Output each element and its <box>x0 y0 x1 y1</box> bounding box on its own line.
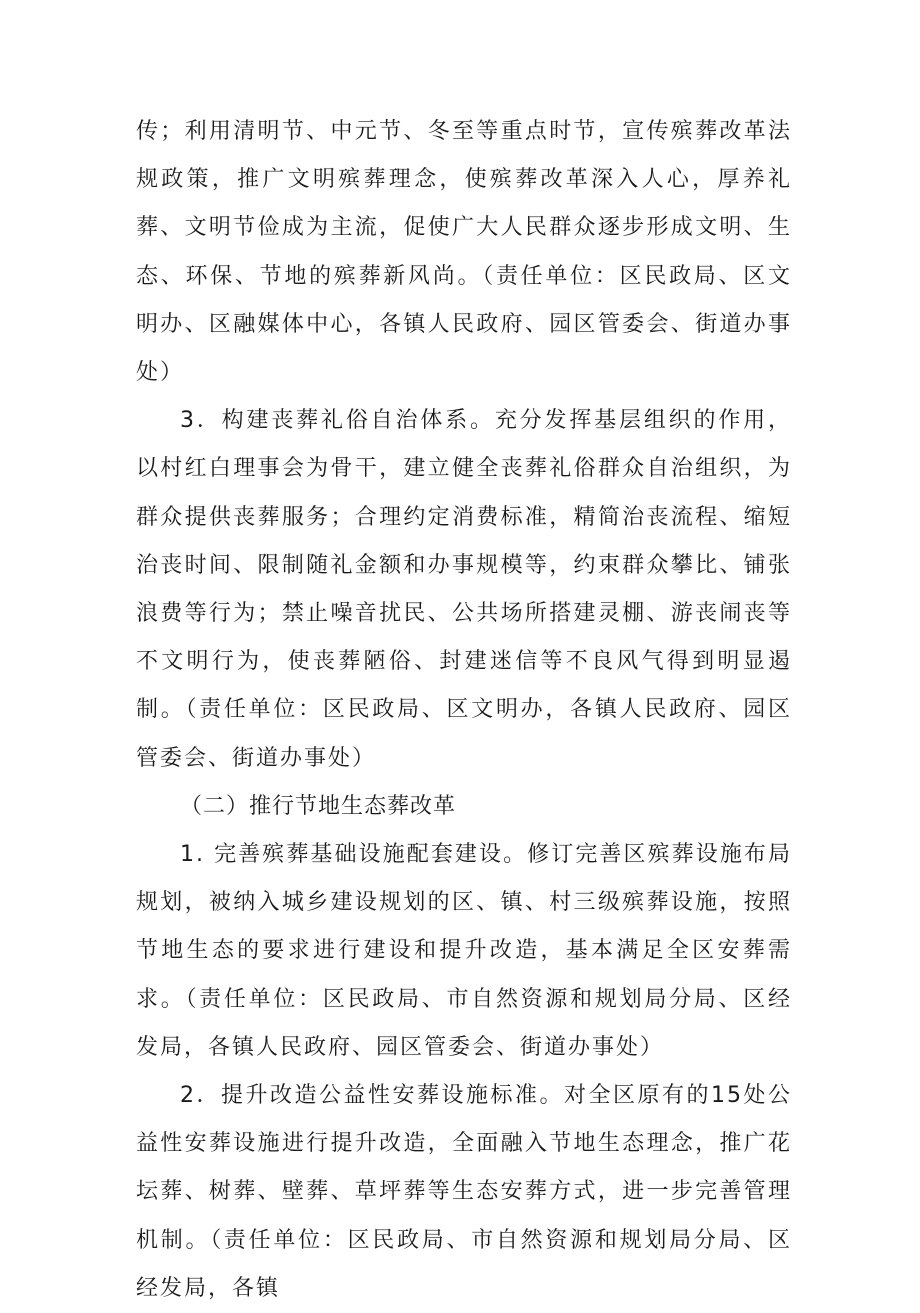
paragraph-item-3: 3．构建丧葬礼俗自治体系。充分发挥基层组织的作用，以村红白理事会为骨干，建立健全丧葬礼俗群众自治组织，为群众提供丧葬服务；合理约定消费标准，精简治丧流程、缩短治丧时间、限制随礼金额和办事规模等，约束群众攀比、铺张浪费等行为；禁止噪音扰民、公共场所搭建灵棚、游丧闹丧等不文明行为，使丧葬陋俗、封建迷信等不良风气得到明显遏制。（责任单位：区民政局、区文明办，各镇人民政府、园区管委会、街道办事处） <box>136 408 792 771</box>
paragraph-item-1: 1. 完善殡葬基础设施配套建设。修订完善区殡葬设施布局规划，被纳入城乡建设规划的区、镇、村三级殡葬设施，按照节地生态的要求进行建设和提升改造，基本满足全区安葬需求。（责任单位：区民政局、市自然资源和规划局分局、区经发局，各镇人民政府、园区管委会、街道办事处） <box>136 842 792 1060</box>
section-heading-2: （二）推行节地生态葬改革 <box>180 793 457 819</box>
document-body <box>136 108 792 1313</box>
paragraph-continuation: 传；利用清明节、中元节、冬至等重点时节，宣传殡葬改革法规政策，推广文明殡葬理念，使殡葬改革深入人心，厚养礼葬、文明节俭成为主流，促使广大人民群众逐步形成文明、生态、环保、节地的殡葬新风尚。（责任单位：区民政局、区文明办、区融媒体中心，各镇人民政府、园区管委会、街道办事处） <box>136 119 792 386</box>
paragraph-item-2: 2．提升改造公益性安葬设施标准。对全区原有的15处公益性安葬设施进行提升改造，全面融入节地生态理念，推广花坛葬、树葬、壁葬、草坪葬等生态安葬方式，进一步完善管理机制。（责任单位：区民政局、市自然资源和规划局分局、区经发局，各镇 <box>136 1083 792 1301</box>
